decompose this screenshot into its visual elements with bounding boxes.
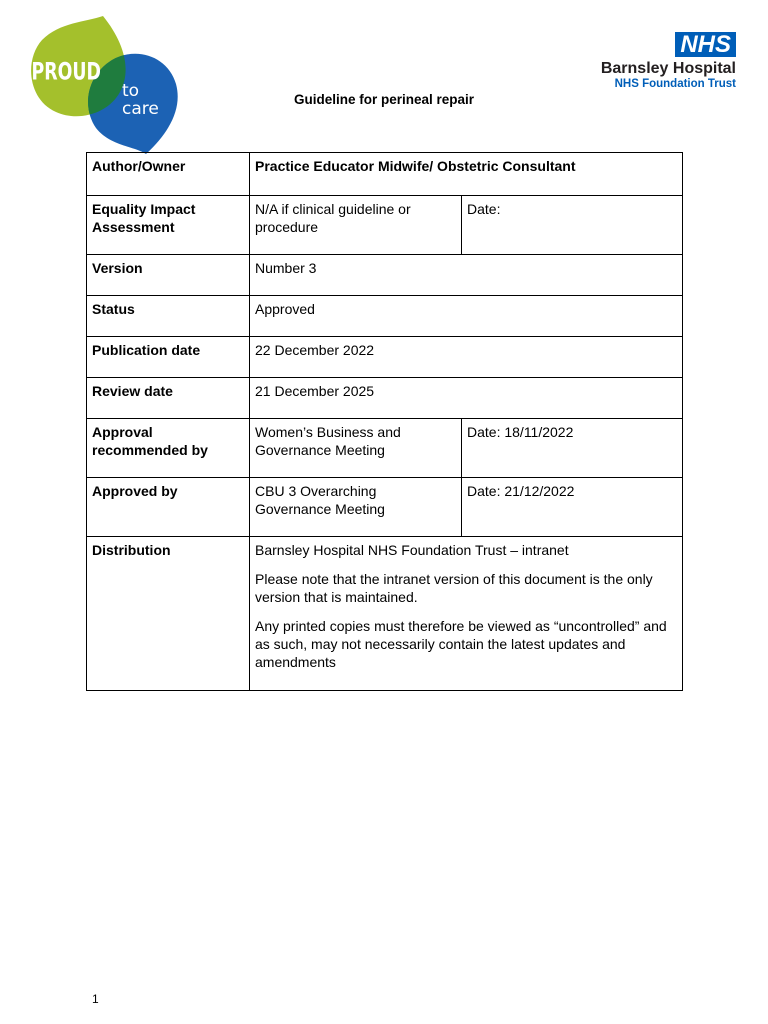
table-row — [87, 153, 683, 196]
proud-to-care-logo — [26, 14, 180, 156]
table-row — [87, 337, 683, 378]
org-name: Barnsley Hospital — [600, 60, 736, 77]
logo-word-care: care — [122, 99, 159, 119]
distribution-paragraph: Please note that the intranet version of this document is the only version that is maintained. — [255, 571, 653, 605]
distribution-paragraph: Any printed copies must therefore be viewed as “uncontrolled” and as such, may not necessarily contain the latest updates and amendments — [255, 618, 667, 670]
nhs-badge: NHS — [675, 32, 736, 57]
approved-by-value: CBU 3 Overarching Governance Meeting — [250, 478, 462, 537]
table-row — [87, 255, 683, 296]
status-label: Status — [87, 296, 250, 337]
approved-by-date: Date: 21/12/2022 — [462, 478, 683, 537]
distribution-label: Distribution — [87, 537, 250, 691]
publication-date-value: 22 December 2022 — [250, 337, 683, 378]
approval-recommended-label: Approval recommended by — [87, 419, 250, 478]
document-control-table — [86, 152, 683, 691]
table-row — [87, 378, 683, 419]
review-date-value: 21 December 2025 — [250, 378, 683, 419]
equality-label: Equality Impact Assessment — [87, 196, 250, 255]
distribution-paragraph: Barnsley Hospital NHS Foundation Trust – intranet — [255, 542, 569, 558]
table-row — [87, 196, 683, 255]
org-subtitle: NHS Foundation Trust — [614, 78, 736, 90]
author-owner-value: Practice Educator Midwife/ Obstetric Consultant — [250, 153, 683, 196]
table-row — [87, 419, 683, 478]
document-title: Guideline for perineal repair — [293, 92, 475, 107]
equality-date: Date: — [462, 196, 683, 255]
table-row — [87, 478, 683, 537]
page-number: 1 — [92, 992, 99, 1006]
version-label: Version — [87, 255, 250, 296]
table-row — [87, 296, 683, 337]
status-value: Approved — [250, 296, 683, 337]
approval-recommended-date: Date: 18/11/2022 — [462, 419, 683, 478]
approval-recommended-value: Women’s Business and Governance Meeting — [250, 419, 462, 478]
review-date-label: Review date — [87, 378, 250, 419]
nhs-logo — [601, 32, 736, 91]
author-owner-label: Author/Owner — [87, 153, 250, 196]
version-value: Number 3 — [250, 255, 683, 296]
logo-word-proud: PROUD — [31, 58, 101, 87]
approved-by-label: Approved by — [87, 478, 250, 537]
table-row — [87, 537, 683, 691]
distribution-value — [250, 537, 683, 691]
logo-word-to: to — [122, 81, 140, 101]
equality-value: N/A if clinical guideline or procedure — [250, 196, 462, 255]
publication-date-label: Publication date — [87, 337, 250, 378]
